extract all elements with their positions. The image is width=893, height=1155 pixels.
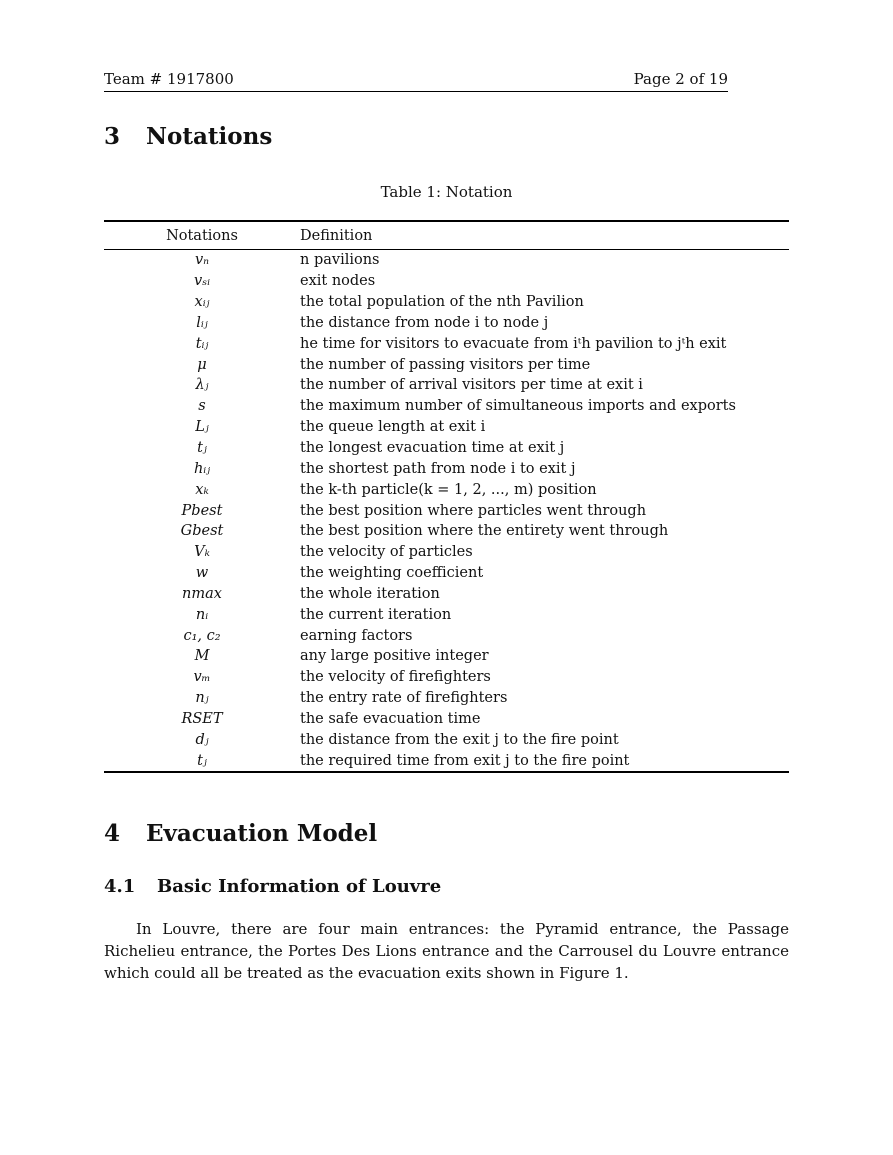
- notation-definition: the total population of the nth Pavilion: [300, 294, 584, 311]
- table-row: [104, 396, 789, 417]
- table-row: [104, 438, 789, 459]
- subsection-heading-louvre: [104, 876, 441, 897]
- notation-symbol: dⱼ: [195, 731, 209, 748]
- notation-definition: the weighting coefficient: [300, 565, 484, 582]
- table-row: [104, 688, 789, 709]
- notation-definition: the safe evacuation time: [300, 710, 481, 727]
- section-heading-notations: [104, 123, 272, 150]
- section-heading-evacuation-model: [104, 820, 377, 847]
- section-number: 4: [104, 820, 121, 847]
- notation-symbol: λⱼ: [195, 377, 209, 394]
- section-title: Notations: [146, 123, 273, 150]
- table-row: [104, 333, 789, 354]
- notation-definition: the current iteration: [300, 606, 452, 623]
- table-row: [104, 417, 789, 438]
- notation-definition: n pavilions: [300, 252, 380, 269]
- notation-symbol: lᵢⱼ: [196, 314, 208, 331]
- notation-definition: the distance from the exit j to the fire point: [300, 731, 619, 748]
- notation-symbol: hᵢⱼ: [193, 460, 211, 477]
- table-row: [104, 625, 789, 646]
- notation-definition: the maximum number of simultaneous imports and exports: [300, 398, 736, 415]
- notation-symbol: μ: [197, 356, 207, 373]
- notation-definition: exit nodes: [300, 273, 376, 290]
- table-row: [104, 271, 789, 292]
- notation-definition: the whole iteration: [300, 585, 440, 602]
- table-row: [104, 292, 789, 313]
- subsection-number: 4.1: [104, 876, 136, 897]
- table-row: [104, 521, 789, 542]
- table-row: [104, 646, 789, 667]
- notation-symbol: tᵢⱼ: [195, 335, 209, 352]
- notation-symbol: xₖ: [195, 481, 209, 498]
- notation-definition: the shortest path from node i to exit j: [300, 460, 576, 477]
- notation-symbol: vₛᵢ: [194, 273, 210, 290]
- table-row: [104, 709, 789, 730]
- notation-symbol: vₙ: [194, 252, 210, 269]
- notation-table-container: [104, 220, 789, 773]
- running-header: [104, 70, 728, 92]
- notation-symbol: nⱼ: [195, 690, 209, 707]
- notation-symbol: Lⱼ: [195, 419, 209, 436]
- table-row: [104, 500, 789, 521]
- table-row: [104, 542, 789, 563]
- notation-symbol: s: [198, 398, 206, 415]
- table-row: [104, 729, 789, 750]
- table-row: [104, 750, 789, 772]
- table-row: [104, 354, 789, 375]
- table-caption: Table 1: Notation: [380, 183, 513, 201]
- notation-definition: the longest evacuation time at exit j: [300, 440, 565, 457]
- team-number: Team # 1917800: [104, 70, 234, 88]
- column-header-notations: Notations: [166, 227, 238, 244]
- notation-symbol: nᵢ: [195, 606, 209, 623]
- table-row: [104, 584, 789, 605]
- table-row: [104, 375, 789, 396]
- table-row: [104, 250, 789, 271]
- notation-symbol: w: [195, 565, 209, 582]
- notation-definition: the queue length at exit i: [300, 419, 486, 436]
- subsection-title: Basic Information of Louvre: [157, 876, 442, 897]
- table-row: [104, 667, 789, 688]
- notation-definition: the entry rate of firefighters: [300, 690, 508, 707]
- body-paragraph: In Louvre, there are four main entrances: the Pyramid entrance, the Passage Richelieu entrance, the Portes Des Lions entrance and the Carrousel du Louvre entrance which could all be treated as the evacuation exits shown in Figure 1.: [104, 920, 789, 982]
- notation-definition: the best position where particles went through: [300, 502, 647, 519]
- table-row: [104, 458, 789, 479]
- table-body: [104, 250, 789, 773]
- table-row: [104, 479, 789, 500]
- notation-definition: the distance from node i to node j: [300, 314, 549, 331]
- notation-symbol: xᵢⱼ: [194, 294, 210, 311]
- section-title: Evacuation Model: [146, 820, 378, 847]
- notation-symbol: vₘ: [193, 669, 211, 686]
- notation-symbol: nmax: [182, 585, 222, 602]
- notation-definition: the number of passing visitors per time: [300, 356, 591, 373]
- notation-definition: the required time from exit j to the fire point: [300, 752, 630, 769]
- page-number: Page 2 of 19: [633, 70, 728, 88]
- notation-symbol: c₁, c₂: [183, 627, 221, 644]
- section-number: 3: [104, 123, 121, 150]
- table-header-row: [104, 221, 789, 250]
- notation-symbol: Vₖ: [194, 544, 210, 561]
- notation-definition: the velocity of firefighters: [300, 669, 491, 686]
- column-header-definition: Definition: [300, 227, 373, 244]
- notation-symbol: Pbest: [181, 502, 223, 519]
- table-row: [104, 563, 789, 584]
- notation-table: [104, 220, 789, 773]
- notation-definition: the number of arrival visitors per time at exit i: [300, 377, 643, 394]
- notation-definition: any large positive integer: [300, 648, 489, 665]
- notation-definition: the k-th particle(k = 1, 2, ..., m) position: [300, 481, 597, 498]
- notation-symbol: tⱼ: [197, 440, 207, 457]
- table-row: [104, 604, 789, 625]
- notation-symbol: RSET: [181, 710, 223, 727]
- notation-definition: he time for visitors to evacuate from iᵗh pavilion to jᵗh exit: [300, 335, 727, 352]
- notation-symbol: Gbest: [180, 523, 224, 540]
- table-row: [104, 313, 789, 334]
- notation-definition: earning factors: [300, 627, 413, 644]
- notation-definition: the best position where the entirety went through: [300, 523, 669, 540]
- notation-definition: the velocity of particles: [300, 544, 473, 561]
- notation-symbol: tⱼ: [197, 752, 207, 769]
- notation-symbol: M: [194, 648, 210, 665]
